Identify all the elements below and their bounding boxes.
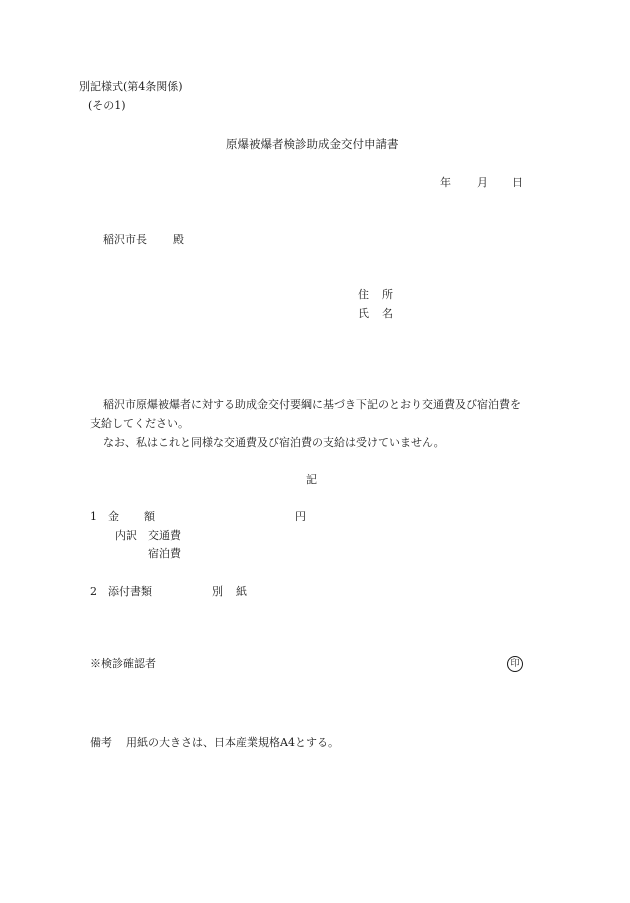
addressee-name: 稲沢市長 <box>103 233 147 246</box>
item1-label-2: 額 <box>144 510 155 523</box>
ki-heading: 記 <box>306 473 317 486</box>
breakdown-lodging: 宿泊費 <box>148 547 181 560</box>
date-month: 月 <box>477 176 488 189</box>
document-title: 原爆被爆者検診助成金交付申請書 <box>226 137 399 151</box>
date-day: 日 <box>512 176 523 189</box>
address-label-1: 住 <box>358 288 369 301</box>
body-line-3: なお、私はこれと同様な交通費及び宿泊費の支給は受けていません。 <box>103 436 445 449</box>
note-text: 用紙の大きさは、日本産業規格A4とする。 <box>126 736 339 749</box>
date-year: 年 <box>440 176 451 189</box>
form-label: 別記様式(第4条関係) <box>79 80 183 93</box>
body-line-1: 稲沢市原爆被爆者に対する助成金交付要綱に基づき下記のとおり交通費及び宿泊費を <box>103 398 521 411</box>
addressee-honorific: 殿 <box>173 233 184 246</box>
item1-number: 1 <box>90 510 97 523</box>
breakdown-label: 内訳 <box>115 529 137 542</box>
item2-value-2: 紙 <box>236 585 247 598</box>
item2-number: 2 <box>90 585 97 598</box>
seal-mark: 印 <box>507 656 523 672</box>
item1-unit: 円 <box>295 510 306 523</box>
name-label-2: 名 <box>382 307 393 320</box>
item2-value-1: 別 <box>212 585 223 598</box>
form-number: (その1) <box>88 99 126 112</box>
breakdown-transport: 交通費 <box>148 529 181 542</box>
item2-label: 添付書類 <box>108 585 152 598</box>
confirmer-label: ※検診確認者 <box>90 657 156 670</box>
name-label-1: 氏 <box>358 307 369 320</box>
note-label: 備考 <box>90 736 112 749</box>
body-line-2: 支給してください。 <box>90 417 189 430</box>
item1-label-1: 金 <box>108 510 119 523</box>
address-label-2: 所 <box>382 288 393 301</box>
